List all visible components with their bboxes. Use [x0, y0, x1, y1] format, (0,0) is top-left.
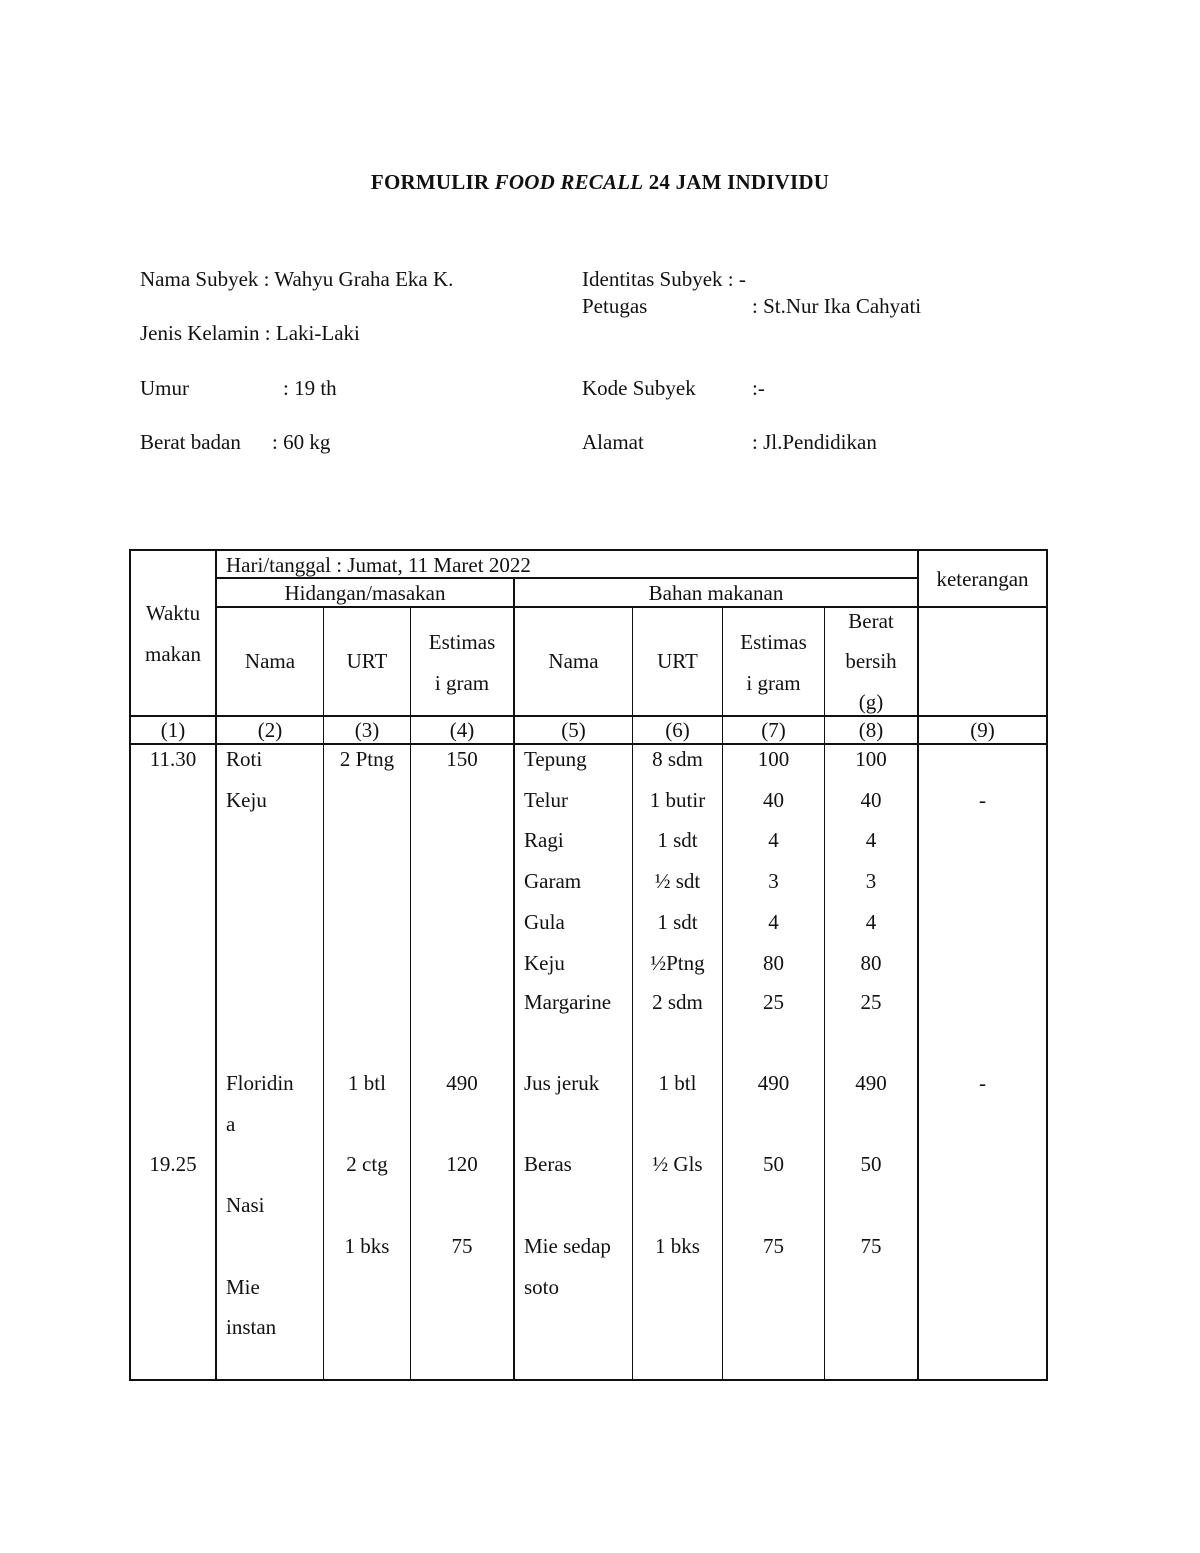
- ingredient-berat: 50: [860, 1152, 882, 1176]
- column-number: (2): [257, 718, 283, 742]
- ingredient-urt: 8 sdm: [652, 747, 703, 771]
- column-number: (9): [970, 718, 995, 742]
- alamat-label: Alamat: [582, 430, 644, 454]
- column-number: (6): [665, 718, 690, 742]
- ingredient-berat: 40: [860, 788, 882, 812]
- dish-urt: 2 ctg: [346, 1152, 388, 1176]
- berat-badan-value: : 60 kg: [272, 430, 331, 454]
- ingredient-name: Ragi: [524, 828, 564, 852]
- ingredient-estimasi: 80: [763, 951, 784, 975]
- dish-urt: 1 bks: [344, 1234, 390, 1258]
- waktu-makan: 19.25: [149, 1152, 197, 1176]
- ingredient-name: Jus jeruk: [524, 1071, 600, 1095]
- waktu-header-1: Waktu: [145, 601, 201, 625]
- ingredient-urt: 1 sdt: [657, 910, 698, 934]
- umur-label: Umur: [140, 376, 189, 400]
- kode-subyek-value: :-: [752, 376, 765, 400]
- berat-badan-label: Berat badan: [140, 430, 241, 454]
- hidangan-estimasi-header-2: i gram: [434, 671, 490, 695]
- ingredient-estimasi: 100: [757, 747, 790, 771]
- ingredient-estimasi: 50: [763, 1152, 784, 1176]
- keterangan-header: keterangan: [936, 567, 1029, 591]
- dish-name: Nasi: [226, 1193, 265, 1217]
- ingredient-estimasi: 4: [768, 910, 779, 934]
- title-italic: FOOD RECALL: [494, 170, 644, 194]
- ingredient-estimasi: 25: [763, 990, 784, 1014]
- berat-bersih-header-2: bersih: [845, 649, 897, 673]
- hari-tanggal: Hari/tanggal : Jumat, 11 Maret 2022: [226, 553, 531, 577]
- table-hline: [129, 715, 1048, 717]
- ingredient-berat: 80: [860, 951, 882, 975]
- table-border-bottom: [129, 1379, 1048, 1381]
- dish-urt: 2 Ptng: [339, 747, 395, 771]
- ingredient-name: Tepung: [524, 747, 587, 771]
- column-number: (7): [761, 718, 786, 742]
- ingredient-estimasi: 490: [757, 1071, 790, 1095]
- bahan-header: Bahan makanan: [648, 581, 784, 605]
- identitas-subyek: Identitas Subyek : -: [582, 267, 746, 291]
- ingredient-urt: ½Ptng: [650, 951, 705, 975]
- hidangan-urt-header: URT: [346, 649, 388, 673]
- ingredient-name: Margarine: [524, 990, 612, 1014]
- dish-estimasi: 490: [446, 1071, 478, 1095]
- column-number: (8): [858, 718, 884, 742]
- dish-estimasi: 150: [446, 747, 478, 771]
- ingredient-urt: 1 sdt: [657, 828, 698, 852]
- ingredient-estimasi: 40: [763, 788, 784, 812]
- table-vline: [513, 577, 515, 1381]
- ingredient-berat: 4: [865, 910, 877, 934]
- dish-name: Mie: [226, 1275, 260, 1299]
- title-suffix: 24 JAM INDIVIDU: [648, 170, 830, 194]
- table-border-right: [1046, 549, 1048, 1381]
- ingredient-urt: 1 btl: [658, 1071, 697, 1095]
- dish-urt: 1 btl: [348, 1071, 386, 1095]
- keterangan-value: -: [979, 788, 986, 812]
- ingredient-berat: 100: [855, 747, 887, 771]
- kode-subyek-label: Kode Subyek: [582, 376, 696, 400]
- table-vline: [917, 549, 919, 1381]
- jenis-kelamin: Jenis Kelamin : Laki-Laki: [140, 321, 360, 345]
- dish-estimasi: 75: [451, 1234, 473, 1258]
- berat-bersih-header-1: Berat: [848, 609, 894, 633]
- ingredient-urt: 1 bks: [655, 1234, 700, 1258]
- dish-name: a: [226, 1112, 236, 1136]
- bahan-urt-header: URT: [657, 649, 698, 673]
- column-number: (3): [354, 718, 380, 742]
- umur-value: : 19 th: [283, 376, 337, 400]
- waktu-makan: 11.30: [149, 747, 197, 771]
- hidangan-estimasi-header-1: Estimas: [428, 630, 496, 654]
- column-number: (4): [449, 718, 475, 742]
- table-hline: [129, 743, 1048, 745]
- ingredient-estimasi: 4: [768, 828, 779, 852]
- hidangan-nama-header: Nama: [244, 649, 296, 673]
- ingredient-name: Garam: [524, 869, 582, 893]
- ingredient-name: soto: [524, 1275, 560, 1299]
- ingredient-name: Gula: [524, 910, 565, 934]
- dish-name: Floridin: [226, 1071, 294, 1095]
- ingredient-name: Keju: [524, 951, 565, 975]
- table-border-left: [129, 549, 131, 1381]
- ingredient-berat: 4: [865, 828, 877, 852]
- table-border-top: [129, 549, 1048, 551]
- ingredient-berat: 25: [860, 990, 882, 1014]
- ingredient-estimasi: 3: [768, 869, 779, 893]
- bahan-estimasi-header-1: Estimas: [740, 630, 807, 654]
- ingredient-urt: ½ sdt: [654, 869, 701, 893]
- waktu-header-2: makan: [145, 642, 201, 666]
- bahan-nama-header: Nama: [548, 649, 599, 673]
- ingredient-name: Beras: [524, 1152, 572, 1176]
- nama-subyek: Nama Subyek : Wahyu Graha Eka K.: [140, 267, 454, 291]
- alamat-value: : Jl.Pendidikan: [752, 430, 877, 454]
- dish-name: Roti: [226, 747, 263, 771]
- dish-estimasi: 120: [446, 1152, 478, 1176]
- keterangan-value: -: [979, 1071, 986, 1095]
- bahan-estimasi-header-2: i gram: [746, 671, 801, 695]
- ingredient-urt: 2 sdm: [652, 990, 703, 1014]
- ingredient-name: Telur: [524, 788, 569, 812]
- column-number: (1): [160, 718, 186, 742]
- dish-name: instan: [226, 1315, 277, 1339]
- hidangan-header: Hidangan/masakan: [284, 581, 446, 605]
- column-number: (5): [561, 718, 586, 742]
- petugas-value: : St.Nur Ika Cahyati: [752, 294, 922, 318]
- berat-bersih-header-3: (g): [858, 690, 884, 714]
- dish-name: Keju: [226, 788, 267, 812]
- ingredient-berat: 75: [860, 1234, 882, 1258]
- ingredient-name: Mie sedap: [524, 1234, 611, 1258]
- ingredient-urt: 1 butir: [649, 788, 706, 812]
- ingredient-estimasi: 75: [763, 1234, 784, 1258]
- petugas-label: Petugas: [582, 294, 648, 318]
- ingredient-berat: 490: [855, 1071, 887, 1095]
- title-prefix: FORMULIR: [370, 170, 490, 194]
- ingredient-urt: ½ Gls: [652, 1152, 703, 1176]
- ingredient-berat: 3: [865, 869, 877, 893]
